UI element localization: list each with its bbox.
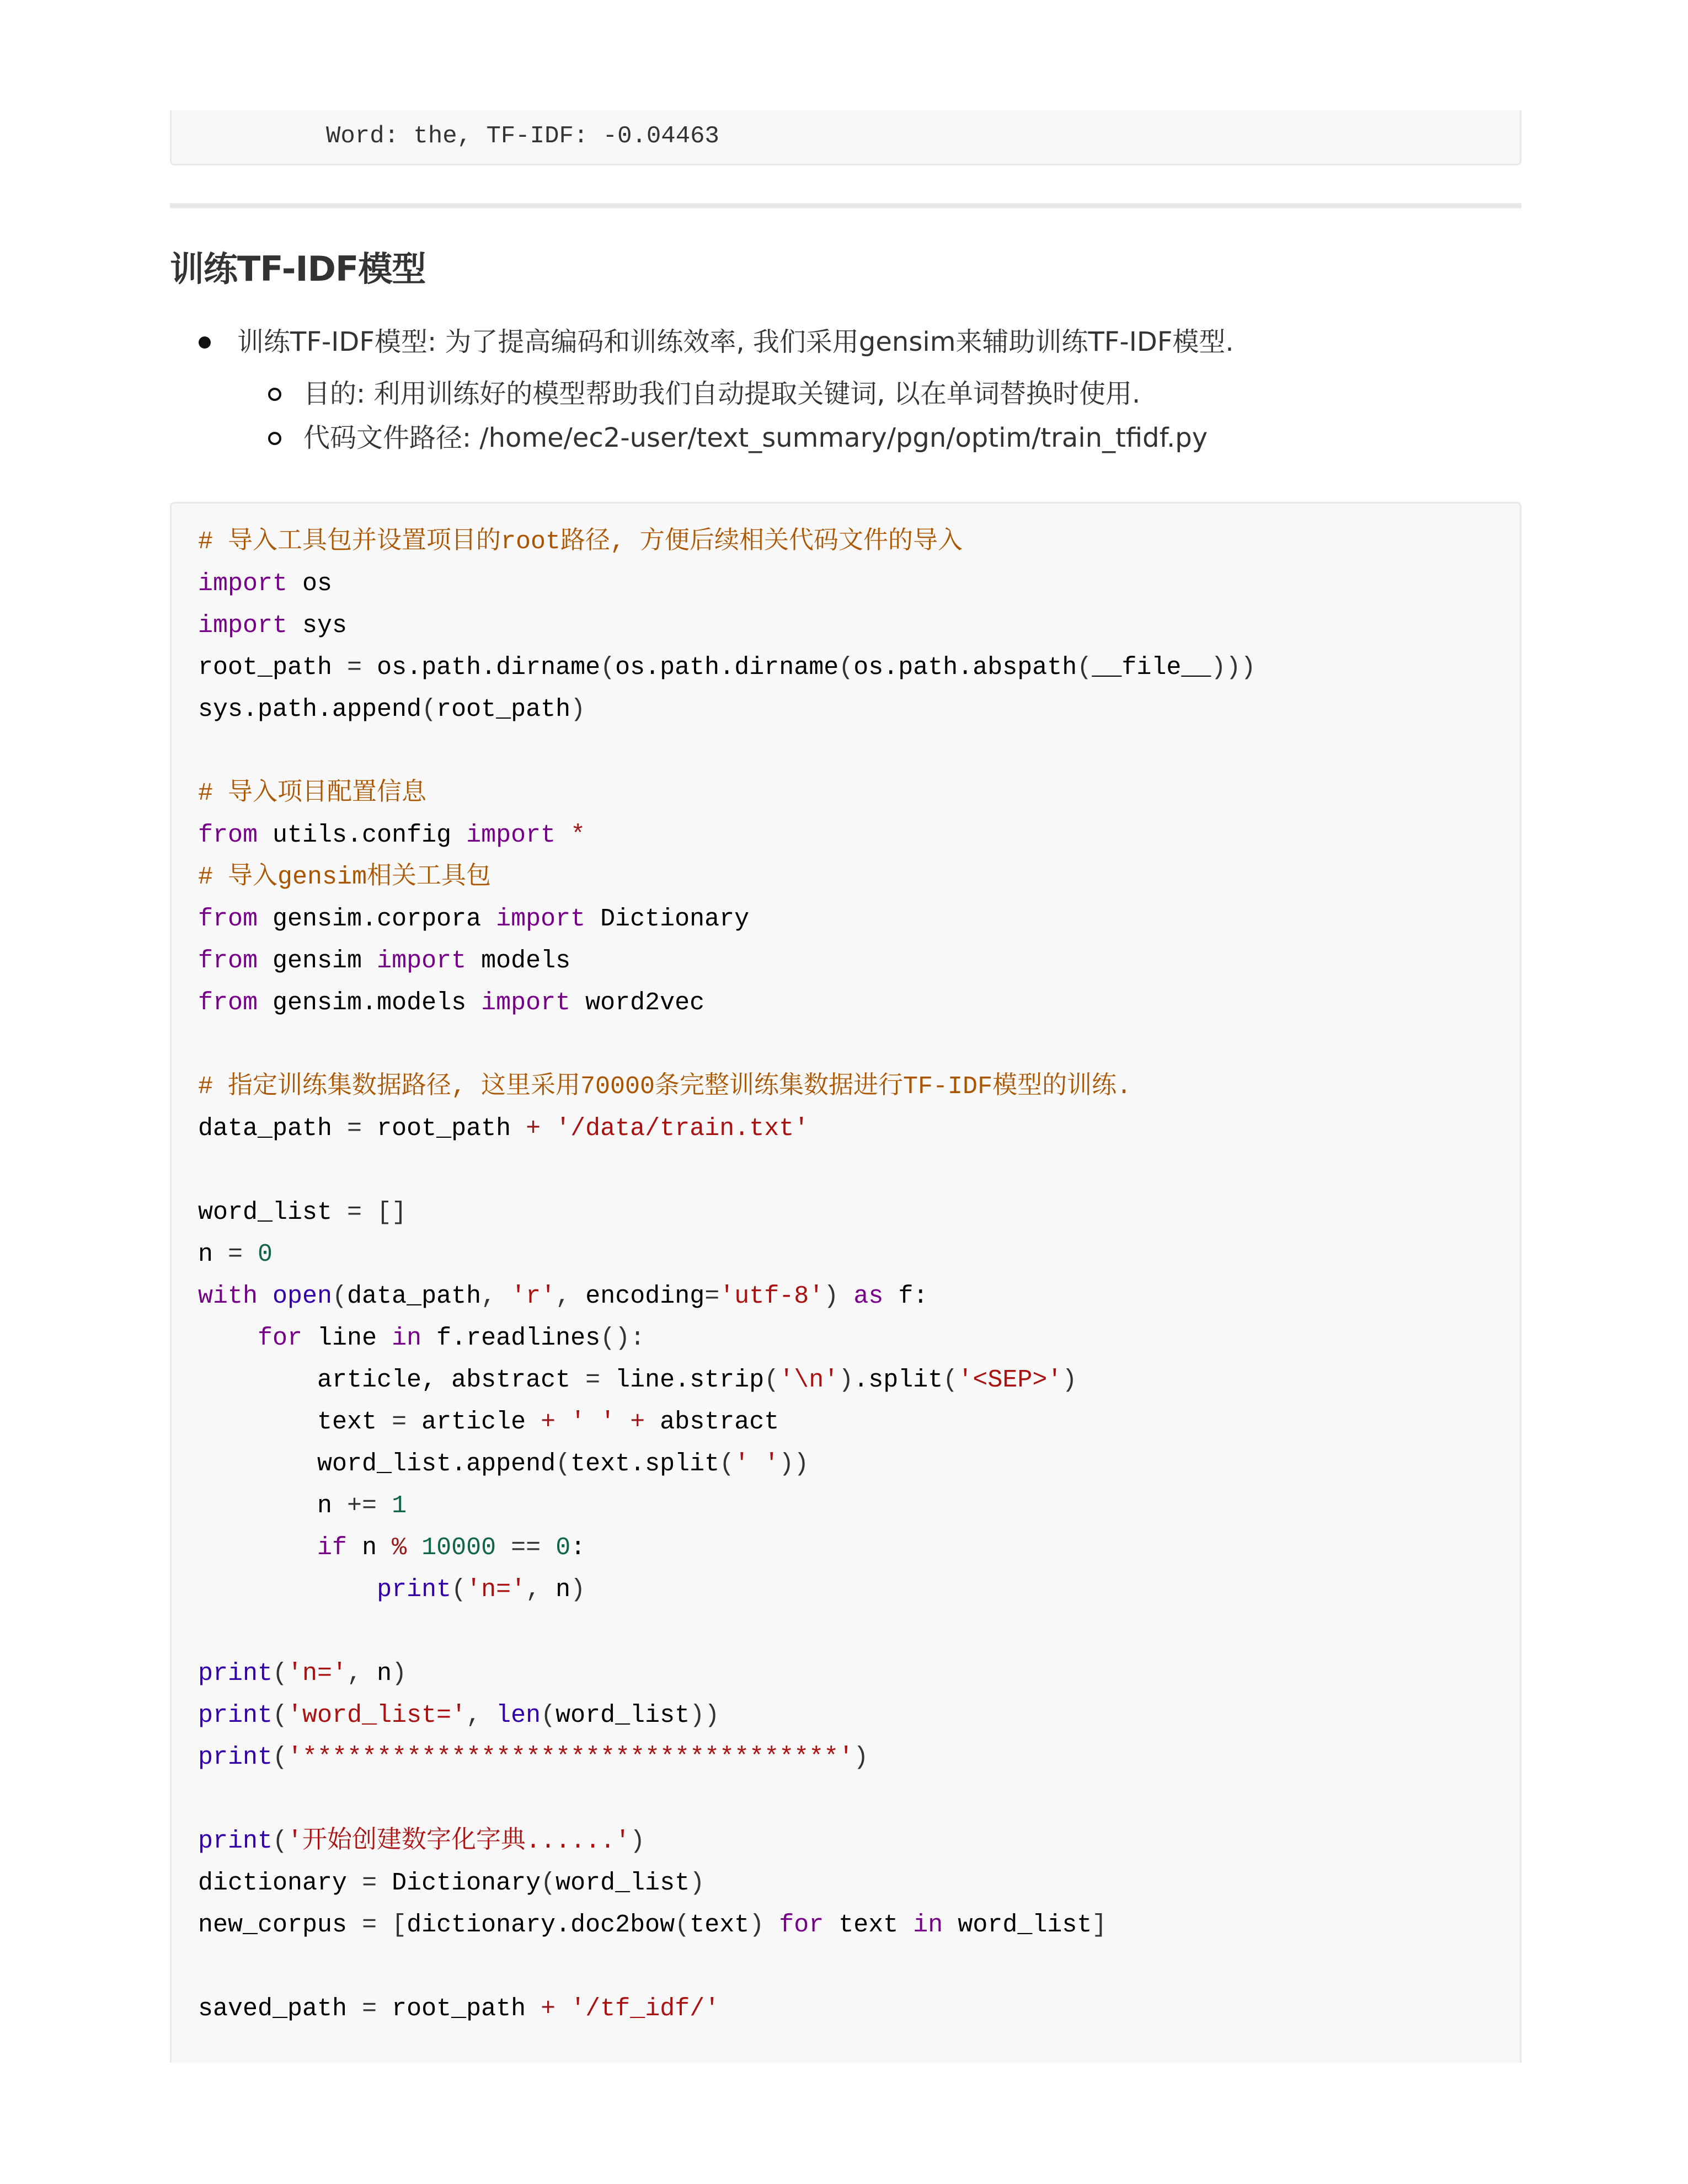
code-token: ( [764, 1366, 779, 1394]
code-token: = [ [362, 1911, 407, 1939]
code-token: article, abstract [198, 1366, 586, 1394]
code-token: article [407, 1408, 541, 1436]
filled-bullet-icon [199, 336, 211, 349]
code-token: print [198, 1743, 273, 1771]
code-token [198, 1534, 317, 1562]
code-token: '************************************' [287, 1743, 854, 1771]
code-line [198, 1611, 1256, 1653]
code-token: ) [690, 1869, 705, 1897]
code-line [198, 1821, 1256, 1862]
code-token: ( [273, 1660, 288, 1688]
code-line [198, 1485, 1256, 1527]
code-token: ) [392, 1660, 407, 1688]
code-token: from [198, 947, 258, 975]
code-token: Dictionary [377, 1869, 541, 1897]
code-token: n [555, 1576, 571, 1604]
output-line: Word: the, TF-IDF: -0.04463 [326, 122, 719, 150]
code-token: ( [600, 654, 616, 682]
code-token: import [198, 570, 288, 598]
code-token: text [824, 1911, 914, 1939]
code-token: ( [943, 1366, 958, 1394]
code-token: '/tf_idf/' [570, 1995, 720, 2023]
list-item [170, 320, 1234, 460]
sub-bullet-list [237, 372, 1234, 460]
code-token: text [690, 1911, 750, 1939]
code-line [198, 898, 1256, 940]
code-token: gensim [258, 947, 377, 975]
code-token: 'word_list=' [287, 1701, 467, 1730]
code-token: , [466, 1701, 496, 1730]
code-token: ( [421, 695, 437, 724]
code-line [198, 647, 1256, 689]
code-token: data_path [347, 1282, 482, 1310]
code-token: ) [570, 695, 586, 724]
code-token: # 指定训练集数据路径, 这里采用70000条完整训练集数据进行TF-IDF模型的训练. [198, 1073, 1132, 1101]
code-token: + [541, 1995, 556, 2023]
code-token: = [] [347, 1198, 407, 1227]
code-token: * [570, 821, 586, 849]
code-line [198, 521, 1256, 563]
code-token: 'utf-8' [719, 1282, 824, 1310]
code-line [198, 773, 1256, 815]
code-line [198, 563, 1256, 605]
section-divider [170, 203, 1521, 208]
code-token: ) [1062, 1366, 1077, 1394]
code-token: , [347, 1660, 377, 1688]
code-token: as [853, 1282, 884, 1310]
code-token [198, 1324, 258, 1352]
code-token: f.readlines [421, 1324, 601, 1352]
code-line [198, 1779, 1256, 1821]
code-line [198, 1527, 1256, 1569]
code-token: )) [779, 1450, 809, 1478]
code-token: len [496, 1701, 541, 1730]
code-token: line.strip [600, 1366, 765, 1394]
code-token [407, 1534, 421, 1562]
code-token: root_path [198, 654, 348, 682]
code-block [170, 502, 1521, 2063]
code-token: import [377, 947, 467, 975]
hollow-bullet-icon [268, 388, 281, 401]
code-line [198, 1443, 1256, 1485]
code-line [198, 940, 1256, 982]
code-token [243, 1240, 258, 1268]
code-token: ' ' [734, 1450, 779, 1478]
code-token: 'r' [511, 1282, 556, 1310]
code-token: ( [273, 1701, 288, 1730]
code-token: gensim.models [258, 989, 482, 1017]
code-token [555, 821, 570, 849]
code-token: import [198, 612, 288, 640]
code-token: )) [690, 1701, 720, 1730]
code-token: % [392, 1534, 407, 1562]
code-token: f: [883, 1282, 928, 1310]
code-token: ( [332, 1282, 348, 1310]
code-token: , [555, 1282, 586, 1310]
code-token: ( [273, 1827, 288, 1855]
code-token: ( [555, 1450, 571, 1478]
code-token: from [198, 989, 258, 1017]
code-token: print [198, 1701, 273, 1730]
list-item-text: 训练TF-IDF模型: 为了提高编码和训练效率, 我们采用gensim来辅助训练TF-IDF模型. [237, 326, 1234, 357]
code-line [198, 1108, 1256, 1150]
code-line [198, 1695, 1256, 1737]
code-line [198, 1569, 1256, 1611]
code-line [198, 1862, 1256, 1904]
code-token: : [570, 1534, 586, 1562]
code-token [258, 1282, 273, 1310]
code-token: + [526, 1115, 541, 1143]
code-line [198, 1946, 1256, 1988]
code-token: word_list [198, 1198, 348, 1227]
code-token: new_corpus [198, 1911, 362, 1939]
code-token: , [526, 1576, 556, 1604]
code-token: ) [570, 1576, 586, 1604]
code-token: ( [675, 1911, 690, 1939]
code-token: os.path.abspath [853, 654, 1077, 682]
code-token: (): [600, 1324, 645, 1352]
code-token: sys.path.append [198, 695, 422, 724]
code-token: = [362, 1869, 377, 1897]
code-token: import [466, 821, 556, 849]
code-token: saved_path [198, 1995, 362, 2023]
code-token: ( [541, 1701, 556, 1730]
code-token: == [511, 1534, 541, 1562]
code-token: 0 [555, 1534, 571, 1562]
code-token: line [302, 1324, 392, 1352]
code-line [198, 1653, 1256, 1695]
code-token: models [466, 947, 571, 975]
code-line [198, 1276, 1256, 1318]
code-token: = [362, 1995, 377, 2023]
sub-list-item [237, 372, 1234, 416]
code-line [198, 1066, 1256, 1108]
code-token: Dictionary [585, 905, 750, 933]
code-line [198, 982, 1256, 1024]
code-token: data_path [198, 1115, 348, 1143]
code-token: n [198, 1492, 348, 1520]
code-token: print [198, 1660, 273, 1688]
code-token: n [347, 1534, 392, 1562]
code-token: import [481, 989, 571, 1017]
code-line [198, 605, 1256, 647]
code-line [198, 1737, 1256, 1779]
code-token: '\n' [779, 1366, 839, 1394]
code-content [198, 521, 1256, 2030]
code-line [198, 1318, 1256, 1359]
code-token: print [377, 1576, 452, 1604]
code-token: sys [287, 612, 348, 640]
code-token: '/data/train.txt' [555, 1115, 809, 1143]
code-token: ( [1077, 654, 1092, 682]
code-line [198, 857, 1256, 898]
code-line [198, 1192, 1256, 1234]
code-token: if [317, 1534, 348, 1562]
code-token: text [198, 1408, 392, 1436]
code-token: ( [719, 1450, 735, 1478]
code-token: # 导入工具包并设置项目的root路径, 方便后续相关代码文件的导入 [198, 528, 963, 556]
code-token [615, 1408, 630, 1436]
code-token: = [392, 1408, 407, 1436]
code-token: 10000 [421, 1534, 496, 1562]
code-token [555, 1408, 570, 1436]
code-token: text.split [570, 1450, 720, 1478]
code-line [198, 1150, 1256, 1192]
sub-list-item [237, 416, 1234, 460]
code-token: = [704, 1282, 720, 1310]
code-token: = [228, 1240, 243, 1268]
code-token: = [585, 1366, 601, 1394]
code-token: ) [824, 1282, 839, 1310]
code-token: open [273, 1282, 333, 1310]
code-token: __file__ [1092, 654, 1211, 682]
code-token: + [630, 1408, 645, 1436]
previous-output-block [170, 110, 1521, 165]
code-token [541, 1534, 555, 1562]
code-token: + [541, 1408, 556, 1436]
code-token: for [779, 1911, 824, 1939]
code-token: n [377, 1660, 392, 1688]
code-token: , [481, 1282, 511, 1310]
code-token: ( [273, 1743, 288, 1771]
code-token: os.path.dirname [615, 654, 839, 682]
code-token: 'n=' [287, 1660, 348, 1688]
code-token: 'n=' [466, 1576, 526, 1604]
code-token: word_list [555, 1869, 690, 1897]
code-token: abstract [645, 1408, 779, 1436]
code-token: from [198, 905, 258, 933]
code-token: root_path [377, 1995, 541, 2023]
code-token: word_list [943, 1911, 1092, 1939]
bullet-list [170, 320, 1234, 460]
code-token: from [198, 821, 258, 849]
code-token: in [913, 1911, 943, 1939]
code-token: print [198, 1827, 273, 1855]
code-token: ) [838, 1366, 854, 1394]
code-token [555, 1995, 570, 2023]
code-token: += [347, 1492, 377, 1520]
hollow-bullet-icon [268, 432, 281, 445]
section-title: 训练TF-IDF模型 [170, 249, 426, 289]
code-token: ) [630, 1827, 645, 1855]
purpose-text: 目的: 利用训练好的模型帮助我们自动提取关键词, 以在单词替换时使用. [303, 378, 1141, 409]
code-token: utils.config [258, 821, 467, 849]
code-line [198, 1401, 1256, 1443]
code-token: ))) [1211, 654, 1256, 682]
code-token: '<SEP>' [958, 1366, 1062, 1394]
code-token [541, 1115, 555, 1143]
code-line [198, 1359, 1256, 1401]
code-token: os.path.dirname [362, 654, 601, 682]
code-token: import [496, 905, 586, 933]
code-line [198, 1024, 1256, 1066]
code-token: .split [853, 1366, 943, 1394]
code-line [198, 1234, 1256, 1276]
code-token: ( [541, 1869, 556, 1897]
code-token: 0 [258, 1240, 273, 1268]
code-line [198, 689, 1256, 731]
code-token: dictionary [198, 1869, 362, 1897]
code-token: # 导入gensim相关工具包 [198, 863, 492, 891]
code-token [377, 1492, 392, 1520]
code-token: with [198, 1282, 258, 1310]
code-line [198, 731, 1256, 773]
code-token: word2vec [570, 989, 705, 1017]
code-token: 1 [392, 1492, 407, 1520]
code-line [198, 1988, 1256, 2030]
code-token [764, 1911, 779, 1939]
code-token: dictionary.doc2bow [407, 1911, 675, 1939]
file-path-text: 代码文件路径: /home/ec2-user/text_summary/pgn/optim/train_tfidf.py [303, 422, 1208, 453]
code-token: ( [451, 1576, 467, 1604]
code-token: ) [853, 1743, 869, 1771]
code-token: word_list.append [198, 1450, 556, 1478]
code-token [838, 1282, 853, 1310]
code-token: for [258, 1324, 303, 1352]
code-token: ] [1092, 1911, 1107, 1939]
code-token: # 导入项目配置信息 [198, 779, 427, 807]
code-token: root_path [362, 1115, 526, 1143]
code-token [198, 1576, 377, 1604]
code-token: ' ' [570, 1408, 616, 1436]
code-token: gensim.corpora [258, 905, 496, 933]
code-token: word_list [555, 1701, 690, 1730]
code-line [198, 1904, 1256, 1946]
code-token: n [198, 1240, 228, 1268]
code-line [198, 815, 1256, 857]
code-token: root_path [436, 695, 571, 724]
code-token: in [392, 1324, 422, 1352]
code-token: = [347, 1115, 362, 1143]
code-token: encoding [585, 1282, 705, 1310]
code-token: = [347, 654, 362, 682]
code-token: '开始创建数字化字典......' [287, 1827, 631, 1855]
code-token: ( [838, 654, 854, 682]
code-token [496, 1534, 511, 1562]
code-token: ) [749, 1911, 765, 1939]
code-token: os [287, 570, 333, 598]
